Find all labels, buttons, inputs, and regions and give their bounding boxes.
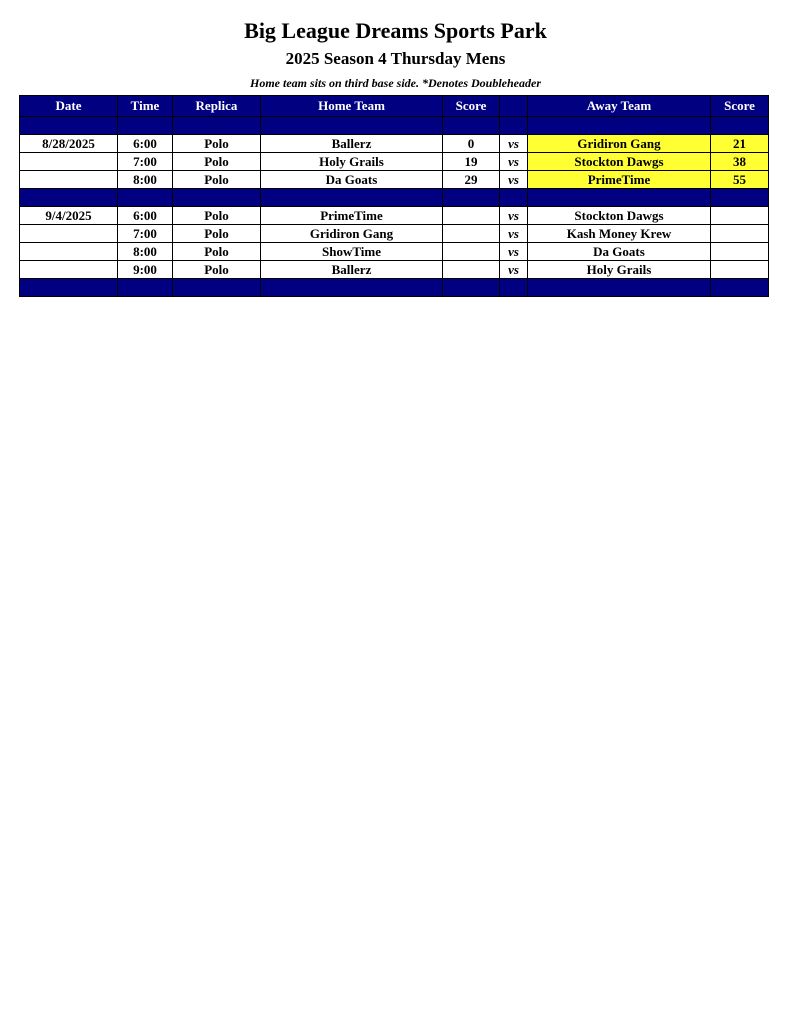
time-cell: 6:00 bbox=[118, 207, 173, 225]
header-row bbox=[20, 96, 769, 117]
vs-cell: vs bbox=[500, 261, 528, 279]
vs-cell: vs bbox=[500, 243, 528, 261]
table-row bbox=[20, 207, 769, 225]
away-team-cell: Kash Money Krew bbox=[528, 225, 711, 243]
field-cell: Polo bbox=[173, 207, 261, 225]
home-score-cell: 0 bbox=[443, 135, 500, 153]
table-row bbox=[20, 171, 769, 189]
home-team-cell: PrimeTime bbox=[261, 207, 443, 225]
date-cell bbox=[20, 243, 118, 261]
home-team-cell: Da Goats bbox=[261, 171, 443, 189]
time-cell: 8:00 bbox=[118, 243, 173, 261]
away-score-cell bbox=[711, 225, 769, 243]
field-cell: Polo bbox=[173, 171, 261, 189]
away-team-cell: Da Goats bbox=[528, 243, 711, 261]
field-cell: Polo bbox=[173, 153, 261, 171]
col-header-home-team: Home Team bbox=[261, 96, 443, 117]
col-header-home-score: Score bbox=[443, 96, 500, 117]
home-score-cell bbox=[443, 225, 500, 243]
time-cell: 7:00 bbox=[118, 225, 173, 243]
home-team-cell: Holy Grails bbox=[261, 153, 443, 171]
away-score-cell: 38 bbox=[711, 153, 769, 171]
vs-cell: vs bbox=[500, 207, 528, 225]
season-subtitle: 2025 Season 4 Thursday Mens bbox=[285, 49, 506, 68]
vs-cell: vs bbox=[500, 135, 528, 153]
col-header-replica: Replica bbox=[173, 96, 261, 117]
home-team-cell: Gridiron Gang bbox=[261, 225, 443, 243]
time-cell: 8:00 bbox=[118, 171, 173, 189]
away-team-cell: Stockton Dawgs bbox=[528, 207, 711, 225]
date-cell: 9/4/2025 bbox=[20, 207, 118, 225]
date-cell: 8/28/2025 bbox=[20, 135, 118, 153]
table-row bbox=[20, 153, 769, 171]
away-team-cell: Stockton Dawgs bbox=[528, 153, 711, 171]
separator-band bbox=[20, 279, 769, 297]
away-score-cell bbox=[711, 207, 769, 225]
table-row bbox=[20, 261, 769, 279]
field-cell: Polo bbox=[173, 243, 261, 261]
home-score-cell bbox=[443, 243, 500, 261]
separator-band bbox=[20, 189, 769, 207]
time-cell: 6:00 bbox=[118, 135, 173, 153]
schedule-table bbox=[19, 95, 769, 297]
home-team-cell: ShowTime bbox=[261, 243, 443, 261]
field-cell: Polo bbox=[173, 261, 261, 279]
col-header-vs bbox=[500, 96, 528, 117]
field-cell: Polo bbox=[173, 135, 261, 153]
away-team-cell: Holy Grails bbox=[528, 261, 711, 279]
home-score-cell: 29 bbox=[443, 171, 500, 189]
col-header-away-team: Away Team bbox=[528, 96, 711, 117]
page-title: Big League Dreams Sports Park bbox=[244, 18, 547, 43]
date-cell bbox=[20, 261, 118, 279]
separator-band bbox=[20, 117, 769, 135]
date-cell bbox=[20, 171, 118, 189]
vs-cell: vs bbox=[500, 153, 528, 171]
away-score-cell bbox=[711, 243, 769, 261]
date-cell bbox=[20, 225, 118, 243]
home-team-cell: Ballerz bbox=[261, 135, 443, 153]
col-header-away-score: Score bbox=[711, 96, 769, 117]
home-score-cell: 19 bbox=[443, 153, 500, 171]
table-row bbox=[20, 135, 769, 153]
time-cell: 9:00 bbox=[118, 261, 173, 279]
date-cell bbox=[20, 153, 118, 171]
away-team-cell: Gridiron Gang bbox=[528, 135, 711, 153]
away-team-cell: PrimeTime bbox=[528, 171, 711, 189]
col-header-time: Time bbox=[118, 96, 173, 117]
home-team-cell: Ballerz bbox=[261, 261, 443, 279]
col-header-date: Date bbox=[20, 96, 118, 117]
away-score-cell: 21 bbox=[711, 135, 769, 153]
table-row bbox=[20, 225, 769, 243]
home-score-cell bbox=[443, 261, 500, 279]
vs-cell: vs bbox=[500, 171, 528, 189]
field-cell: Polo bbox=[173, 225, 261, 243]
away-score-cell bbox=[711, 261, 769, 279]
table-row bbox=[20, 243, 769, 261]
time-cell: 7:00 bbox=[118, 153, 173, 171]
home-score-cell bbox=[443, 207, 500, 225]
away-score-cell: 55 bbox=[711, 171, 769, 189]
vs-cell: vs bbox=[500, 225, 528, 243]
schedule-note: Home team sits on third base side. *Denotes Doubleheader bbox=[250, 76, 541, 90]
